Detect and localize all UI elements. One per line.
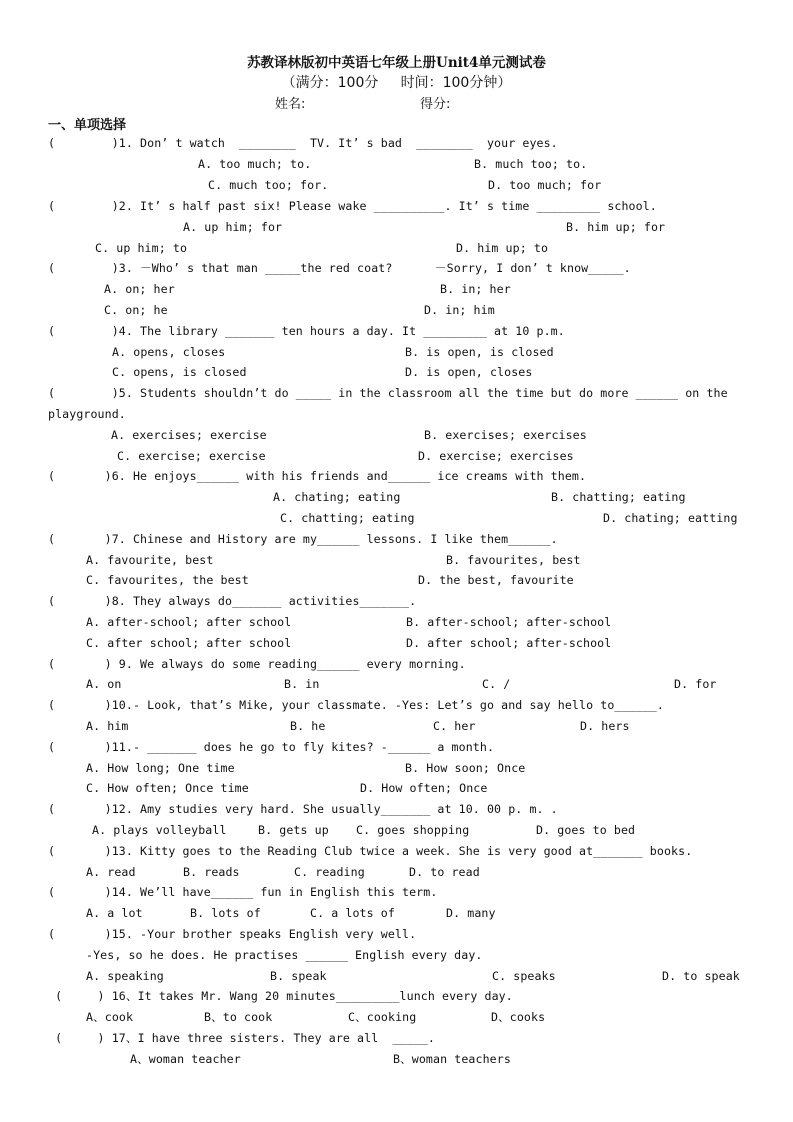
q16-option-b: B、to cook — [204, 1010, 273, 1024]
q10-option-d: D. hers — [580, 719, 630, 733]
q12-option-b: B. gets up — [258, 823, 329, 837]
q3-option-a: A. on; her — [104, 282, 175, 296]
q15-option-b: B. speak — [270, 969, 327, 983]
q5-option-c: C. exercise; exercise — [117, 449, 266, 463]
question-4: ( )4. The library _______ ten hours a day. It _________ at 10 p.m. — [48, 324, 565, 338]
question-6: ( )6. He enjoys______ with his friends and______ ice creams with them. — [48, 469, 587, 483]
q8-option-c: C. after school; after school — [86, 636, 292, 650]
q7-option-d: D. the best, favourite — [418, 573, 574, 587]
q6-option-a: A. chating; eating — [273, 490, 401, 504]
q2-option-a: A. up him; for — [183, 220, 283, 234]
q11-option-a: A. How long; One time — [86, 761, 235, 775]
q15-option-c: C. speaks — [492, 969, 556, 983]
q10-option-b: B. he — [290, 719, 326, 733]
question-5-cont: playground. — [48, 407, 126, 421]
q14-option-b: B. lots of — [190, 906, 261, 920]
q6-option-b: B. chatting; eating — [551, 490, 686, 504]
q7-option-c: C. favourites, the best — [86, 573, 249, 587]
q2-option-d: D. him up; to — [456, 241, 549, 255]
q13-option-b: B. reads — [183, 865, 240, 879]
q16-option-d: D、cooks — [491, 1010, 546, 1024]
question-12: ( )12. Amy studies very hard. She usually_______ at 10. 00 p. m. . — [48, 802, 558, 816]
q11-option-d: D. How often; Once — [360, 781, 488, 795]
name-label: 姓名: — [275, 97, 306, 112]
q13-option-d: D. to read — [409, 865, 480, 879]
q5-option-a: A. exercises; exercise — [111, 428, 267, 442]
q8-option-d: D. after school; after-school — [406, 636, 612, 650]
q11-option-c: C. How often; Once time — [86, 781, 249, 795]
q1-option-d: D. too much; for — [488, 178, 602, 192]
q1-option-b: B. much too; to. — [474, 157, 588, 171]
q9-option-a: A. on — [86, 677, 122, 691]
q12-option-a: A. plays volleyball — [92, 823, 227, 837]
question-7: ( )7. Chinese and History are my______ lessons. I like them______. — [48, 532, 558, 546]
q6-option-c: C. chatting; eating — [280, 511, 415, 525]
q12-option-d: D. goes to bed — [536, 823, 636, 837]
question-11: ( )11.- _______ does he go to fly kites? -______ a month. — [48, 740, 495, 754]
q16-option-c: C、cooking — [348, 1010, 417, 1024]
q4-option-b: B. is open, is closed — [405, 345, 554, 359]
question-10: ( )10.- Look, that’s Mike, your classmate. -Yes: Let’s go and say hello to______. — [48, 698, 664, 712]
question-1: ( )1. Don’ t watch ________ TV. It’ s bad ________ your eyes. — [48, 136, 558, 150]
page-title: 苏教译林版初中英语七年级上册Unit4单元测试卷 — [247, 55, 546, 71]
page-subtitle: （满分：100分 时间：100分钟） — [281, 75, 512, 91]
q10-option-c: C. her — [433, 719, 476, 733]
q4-option-a: A. opens, closes — [112, 345, 226, 359]
q11-option-b: B. How soon; Once — [405, 761, 526, 775]
q7-option-b: B. favourites, best — [446, 553, 581, 567]
q3-option-d: D. in; him — [424, 303, 495, 317]
question-14: ( )14. We’ll have______ fun in English this term. — [48, 885, 438, 899]
q15-option-a: A. speaking — [86, 969, 164, 983]
q1-option-a: A. too much; to. — [198, 157, 312, 171]
q8-option-b: B. after-school; after-school — [406, 615, 612, 629]
q17-option-b: B、woman teachers — [393, 1052, 511, 1066]
q16-option-a: A、cook — [86, 1010, 134, 1024]
question-16: ( ) 16、It takes Mr. Wang 20 minutes_________lunch every day. — [48, 989, 513, 1003]
q8-option-a: A. after-school; after school — [86, 615, 292, 629]
q5-option-d: D. exercise; exercises — [418, 449, 574, 463]
q2-option-b: B. him up; for — [566, 220, 666, 234]
q6-option-d: D. chating; eatting — [603, 511, 738, 525]
question-9: ( ) 9. We always do some reading______ every morning. — [48, 657, 466, 671]
q13-option-a: A. read — [86, 865, 136, 879]
q3-option-c: C. on; he — [104, 303, 168, 317]
q9-option-b: B. in — [284, 677, 320, 691]
q5-option-b: B. exercises; exercises — [424, 428, 587, 442]
question-8: ( )8. They always do_______ activities_______. — [48, 594, 417, 608]
question-2: ( )2. It’ s half past six! Please wake __________. It’ s time _________ school. — [48, 199, 657, 213]
q4-option-d: D. is open, closes — [405, 365, 533, 379]
q4-option-c: C. opens, is closed — [112, 365, 247, 379]
q15-option-d: D. to speak — [662, 969, 740, 983]
q9-option-d: D. for — [674, 677, 717, 691]
q3-option-b: B. in; her — [440, 282, 511, 296]
q7-option-a: A. favourite, best — [86, 553, 214, 567]
question-15: ( )15. -Your brother speaks English very well. — [48, 927, 417, 941]
q14-option-c: C. a lots of — [310, 906, 395, 920]
q17-option-a: A、woman teacher — [130, 1052, 241, 1066]
q13-option-c: C. reading — [294, 865, 365, 879]
q12-option-c: C. goes shopping — [356, 823, 470, 837]
question-15-cont: -Yes, so he does. He practises ______ English every day. — [86, 948, 483, 962]
question-3: ( )3. －Who’ s that man _____the red coat? －Sorry, I don’ t know_____. — [48, 261, 631, 275]
q2-option-c: C. up him; to — [95, 241, 188, 255]
question-5: ( )5. Students shouldn’t do _____ in the classroom all the time but do more ______ on the — [48, 386, 728, 400]
q14-option-d: D. many — [446, 906, 496, 920]
q9-option-c: C. / — [482, 677, 511, 691]
section-heading: 一、单项选择 — [48, 118, 127, 133]
q14-option-a: A. a lot — [86, 906, 143, 920]
question-13: ( )13. Kitty goes to the Reading Club twice a week. She is very good at_______ books. — [48, 844, 693, 858]
q10-option-a: A. him — [86, 719, 129, 733]
score-label: 得分: — [420, 97, 451, 112]
question-17: ( ) 17、I have three sisters. They are all _____. — [48, 1031, 435, 1045]
q1-option-c: C. much too; for. — [208, 178, 329, 192]
